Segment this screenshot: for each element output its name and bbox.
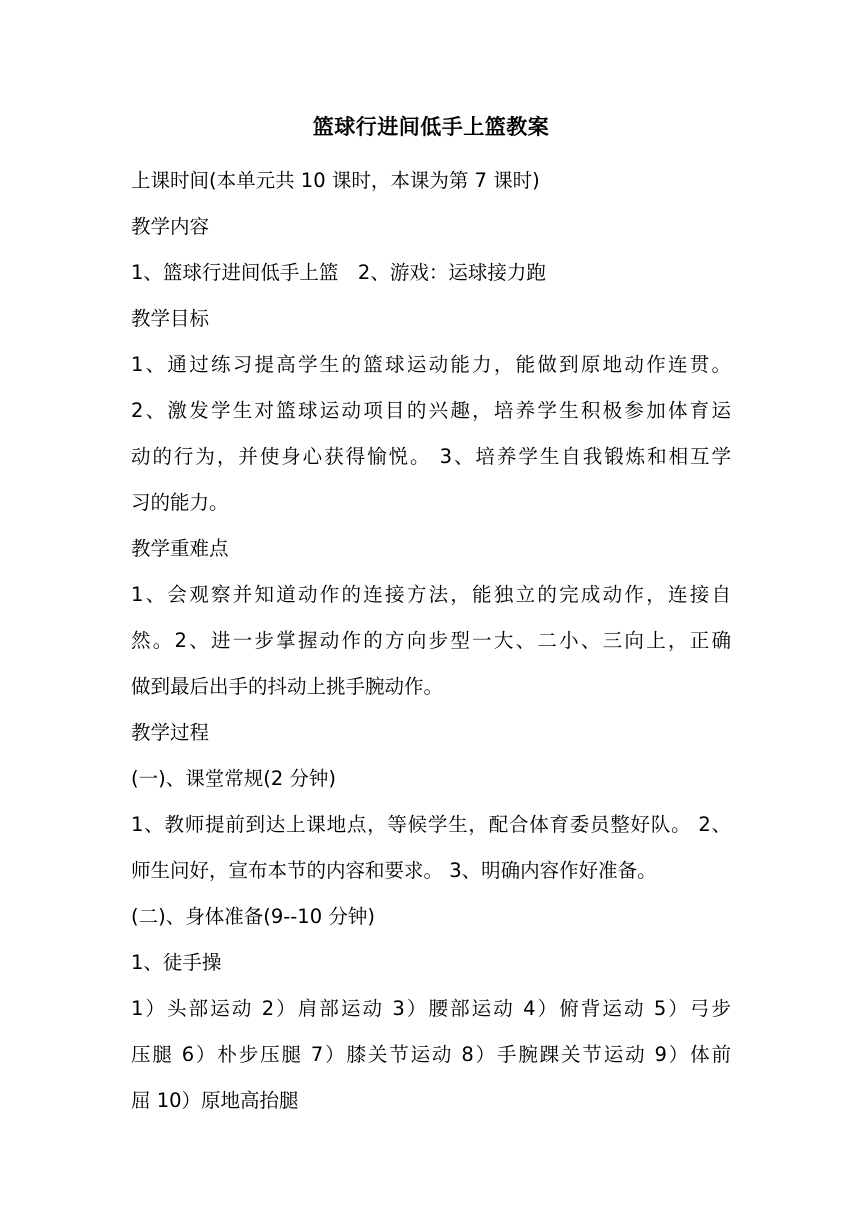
key-point-line-1: 1、会观察并知道动作的连接方法，能独立的完成动作，连接自	[131, 583, 731, 606]
class-time-line: 上课时间(本单元共 10 课时，本课为第 7 课时)	[131, 169, 540, 192]
section-heading-objectives: 教学目标	[131, 307, 210, 330]
objective-line-4: 习的能力。	[131, 491, 229, 514]
document-page	[131, 112, 731, 1124]
section-heading-process: 教学过程	[131, 721, 210, 744]
objective-line-1: 1、通过练习提高学生的篮球运动能力，能做到原地动作连贯。	[131, 353, 731, 376]
objective-line-3: 动的行为，并使身心获得愉悦。 3、培养学生自我锻炼和相互学	[131, 445, 731, 468]
warmup-heading: 1、徒手操	[131, 951, 222, 974]
key-point-line-3: 做到最后出手的抖动上挑手腕动作。	[131, 675, 444, 698]
routine-line-1: 1、教师提前到达上课地点，等候学生，配合体育委员整好队。 2、	[131, 813, 731, 836]
key-point-line-2: 然。2、进一步掌握动作的方向步型一大、二小、三向上，正确	[131, 629, 731, 652]
routine-line-2: 师生问好，宣布本节的内容和要求。 3、明确内容作好准备。	[131, 859, 657, 882]
section-heading-key-points: 教学重难点	[131, 537, 229, 560]
subsection-routine: (一)、课堂常规(2 分钟)	[131, 767, 337, 790]
exercise-line-1: 1）头部运动 2）肩部运动 3）腰部运动 4）俯背运动 5）弓步	[131, 997, 731, 1020]
document-title: 篮球行进间低手上篮教案	[312, 115, 550, 139]
exercise-line-2: 压腿 6）朴步压腿 7）膝关节运动 8）手腕踝关节运动 9）体前	[131, 1043, 731, 1066]
objective-line-2: 2、激发学生对篮球运动项目的兴趣，培养学生积极参加体育运	[131, 399, 731, 422]
content-items-line: 1、篮球行进间低手上篮 2、游戏：运球接力跑	[131, 261, 546, 284]
subsection-warmup: (二)、身体准备(9--10 分钟)	[131, 905, 375, 928]
exercise-line-3: 屈 10）原地高抬腿	[131, 1089, 299, 1112]
section-heading-content: 教学内容	[131, 215, 210, 238]
